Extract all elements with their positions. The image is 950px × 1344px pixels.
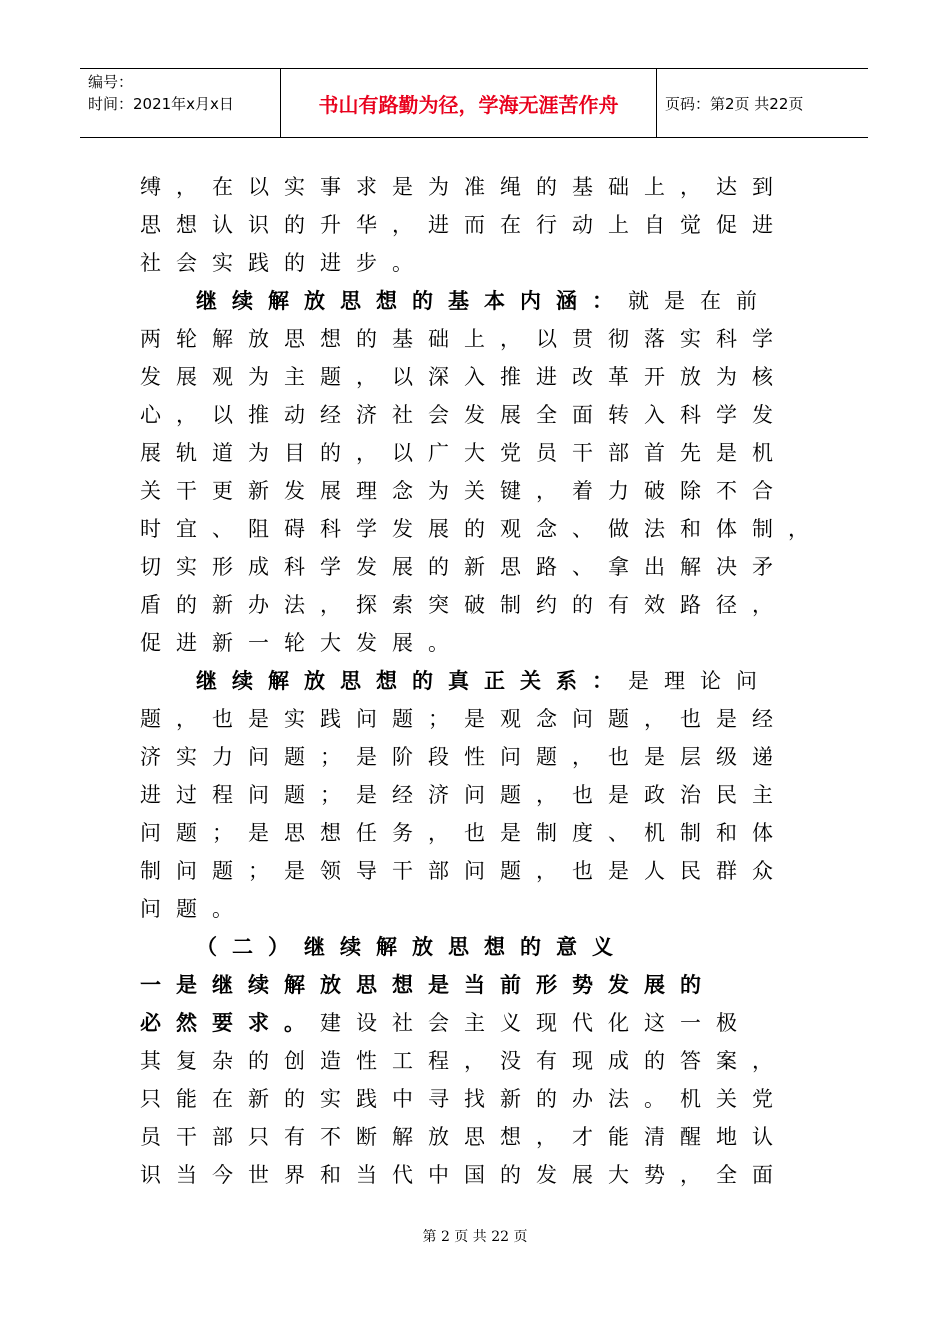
date-label: 时间：2021年x月x日 bbox=[88, 95, 234, 113]
line-text: 缚，在以实事求是为准绳的基础上，达到 bbox=[140, 175, 788, 199]
line-text: 发展观为主题，以深入推进改革开放为核 bbox=[140, 365, 788, 389]
line-text: 心，以推动经济社会发展全面转入科学发 bbox=[140, 403, 788, 427]
line-text: 思想认识的升华，进而在行动上自觉促进 bbox=[140, 213, 788, 237]
text-line bbox=[140, 624, 812, 662]
bold-heading: 继续解放思想的基本内涵： bbox=[196, 289, 628, 313]
bold-heading: 必然要求。 bbox=[140, 1011, 320, 1035]
line-text: 只能在新的实践中寻找新的办法。机关党 bbox=[140, 1087, 788, 1111]
text-line bbox=[140, 320, 812, 358]
line-text: 社会实践的进步。 bbox=[140, 251, 428, 275]
text-line bbox=[140, 168, 812, 206]
line-text: 制问题；是领导干部问题，也是人民群众 bbox=[140, 859, 788, 883]
text-line bbox=[140, 1118, 812, 1156]
line-text: 是理论问 bbox=[628, 669, 772, 693]
text-line bbox=[140, 1156, 812, 1194]
line-text: 两轮解放思想的基础上，以贯彻落实科学 bbox=[140, 327, 788, 351]
text-line bbox=[140, 244, 812, 282]
line-text: 问题。 bbox=[140, 897, 248, 921]
line-text: 就是在前 bbox=[628, 289, 772, 313]
text-line bbox=[140, 852, 812, 890]
text-line bbox=[140, 206, 812, 244]
text-line bbox=[140, 586, 812, 624]
bold-heading: 继续解放思想的真正关系： bbox=[196, 669, 628, 693]
line-text: 题，也是实践问题；是观念问题，也是经 bbox=[140, 707, 788, 731]
line-text: 切实形成科学发展的新思路、拿出解决矛 bbox=[140, 555, 788, 579]
text-line bbox=[140, 814, 812, 852]
text-line bbox=[140, 662, 812, 700]
text-line bbox=[140, 928, 812, 966]
text-line bbox=[140, 966, 812, 1004]
text-line bbox=[140, 890, 812, 928]
line-text: 展轨道为目的，以广大党员干部首先是机 bbox=[140, 441, 788, 465]
line-text: 员干部只有不断解放思想，才能清醒地认 bbox=[140, 1125, 788, 1149]
text-line bbox=[140, 1042, 812, 1080]
line-text: 时宜、阻碍科学发展的观念、做法和体制， bbox=[140, 517, 824, 541]
header-motto: 书山有路勤为径，学海无涯苦作舟 bbox=[281, 69, 657, 137]
text-line bbox=[140, 358, 812, 396]
page-footer: 第 2 页 共 22 页 bbox=[422, 1229, 528, 1245]
document-body bbox=[140, 168, 824, 1194]
header-left-cell bbox=[80, 69, 281, 137]
text-line bbox=[140, 738, 812, 776]
text-line bbox=[140, 510, 824, 548]
line-text: 识当今世界和当代中国的发展大势，全面 bbox=[140, 1163, 788, 1187]
text-line bbox=[140, 396, 812, 434]
text-line bbox=[140, 776, 812, 814]
text-line bbox=[140, 434, 812, 472]
bold-heading: 一是继续解放思想是当前形势发展的 bbox=[140, 973, 716, 997]
text-line bbox=[140, 1080, 812, 1118]
text-line bbox=[140, 472, 812, 510]
line-text: 问题；是思想任务，也是制度、机制和体 bbox=[140, 821, 788, 845]
text-line bbox=[140, 282, 812, 320]
text-line bbox=[140, 700, 812, 738]
line-text: （二）继续解放思想的意义 bbox=[196, 935, 628, 959]
code-label: 编号： bbox=[88, 73, 134, 91]
header-page-info: 页码：第2页 共22页 bbox=[665, 94, 804, 113]
line-text: 其复杂的创造性工程，没有现成的答案， bbox=[140, 1049, 788, 1073]
line-text: 济实力问题；是阶段性问题，也是层级递 bbox=[140, 745, 788, 769]
text-line bbox=[140, 548, 812, 586]
line-text: 进过程问题；是经济问题，也是政治民主 bbox=[140, 783, 788, 807]
line-text: 盾的新办法，探索突破制约的有效路径， bbox=[140, 593, 788, 617]
page-header bbox=[80, 68, 868, 138]
line-text: 关干更新发展理念为关键，着力破除不合 bbox=[140, 479, 788, 503]
text-line bbox=[140, 1004, 812, 1042]
line-text: 促进新一轮大发展。 bbox=[140, 631, 464, 655]
line-text: 建设社会主义现代化这一极 bbox=[320, 1011, 752, 1035]
